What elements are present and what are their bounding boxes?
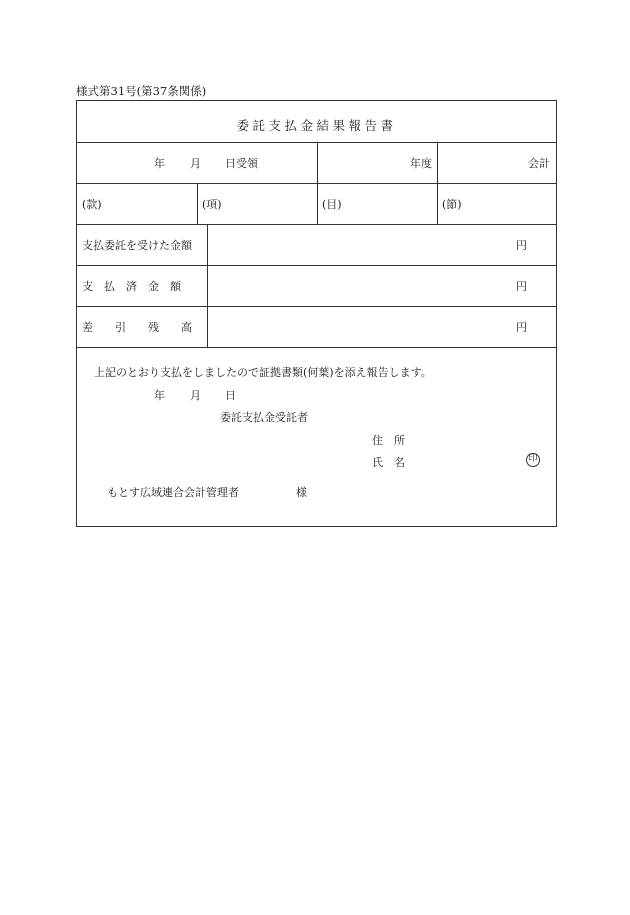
report-statement: 上記のとおり支払をしましたので証拠書類(何葉)を添え報告します。: [94, 366, 432, 379]
entrusted-amount-unit: 円: [516, 239, 527, 252]
seal-character: 印: [528, 454, 538, 464]
kou-label: (項): [202, 198, 222, 211]
fiscal-year-label: 年度: [410, 157, 432, 170]
kan-label: (款): [82, 198, 102, 211]
addressee-label: もとす広域連合会計管理者: [107, 486, 239, 499]
table-rule: [77, 306, 556, 307]
report-month-label: 月: [190, 389, 201, 402]
paid-amount-label: 支 払 済 金 額: [82, 280, 181, 293]
paid-amount-unit: 円: [516, 280, 527, 293]
receipt-day-label: 日受領: [225, 157, 258, 170]
entrusted-amount-label: 支払委託を受けた金額: [82, 239, 192, 252]
receipt-month-label: 月: [190, 157, 201, 170]
document-title: 委託支払金結果報告書: [236, 118, 397, 133]
form-number: 様式第31号(第37条関係): [76, 84, 207, 98]
table-rule: [77, 265, 556, 266]
honorific-label: 様: [296, 486, 307, 499]
address-label: 住 所: [372, 434, 405, 447]
table-rule: [77, 347, 556, 348]
seal-mark-icon: [526, 453, 540, 467]
table-rule: [437, 142, 438, 224]
balance-unit: 円: [516, 321, 527, 334]
receiver-label: 委託支払金受託者: [220, 411, 308, 424]
table-rule: [197, 183, 198, 224]
name-label: 氏 名: [372, 456, 405, 469]
report-day-label: 日: [225, 389, 236, 402]
account-label: 会計: [528, 157, 550, 170]
moku-label: (目): [322, 198, 342, 211]
balance-label: 差 引 残 高: [82, 321, 192, 334]
table-rule: [77, 224, 556, 225]
receipt-year-label: 年: [154, 157, 165, 170]
report-form-table: [76, 100, 557, 527]
report-year-label: 年: [154, 389, 165, 402]
table-rule: [207, 224, 208, 347]
setsu-label: (節): [442, 198, 462, 211]
table-rule: [317, 142, 318, 224]
